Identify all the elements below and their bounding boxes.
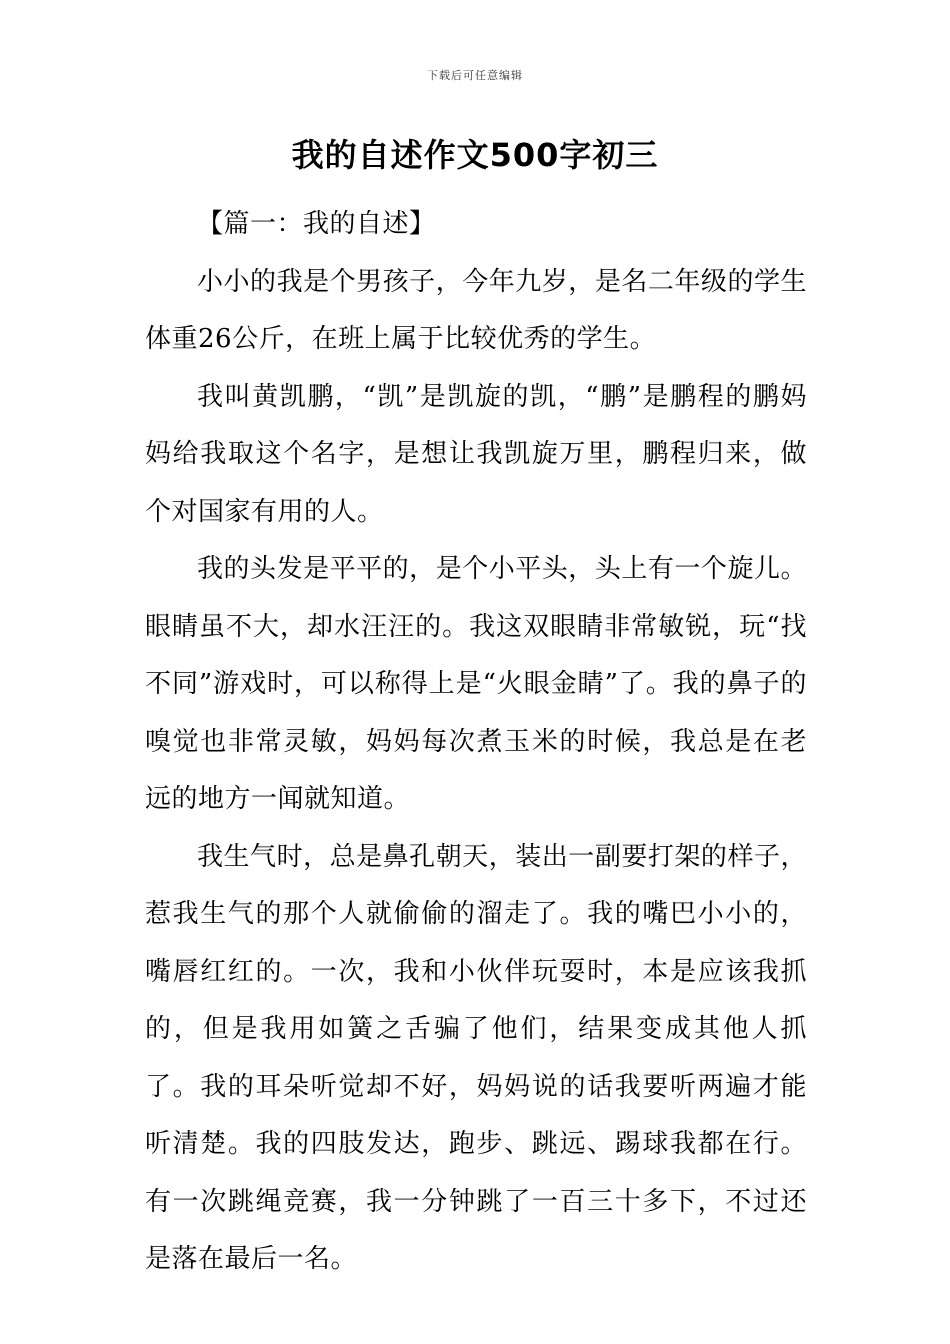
paragraph: 小小的我是个男孩子，今年九岁，是名二年级的学生体重26公斤，在班上属于比较优秀的学生。 (145, 266, 807, 354)
paragraph: 我的头发是平平的，是个小平头，头上有一个旋儿。眼睛虽不大，却水汪汪的。我这双眼睛非常敏锐，玩“找不同”游戏时，可以称得上是“火眼金睛”了。我的鼻子的嗅觉也非常灵敏，妈妈每次煮玉米的时候，我总是在老远的地方一闻就知道。 (145, 554, 807, 814)
document-title: 我的自述作文500字初三 (291, 136, 659, 174)
paragraph: 我叫黄凯鹏，“凯”是凯旋的凯，“鹏”是鹏程的鹏妈妈给我取这个名字，是想让我凯旋万里，鹏程归来，做个对国家有用的人。 (145, 381, 807, 527)
header-note: 下载后可任意编辑 (427, 69, 523, 82)
document-body (145, 196, 807, 1289)
section-heading: 【篇一：我的自述】 (197, 209, 436, 239)
paragraph: 我生气时，总是鼻孔朝天，装出一副要打架的样子，惹我生气的那个人就偷偷的溜走了。我的嘴巴小小的，嘴唇红红的。一次，我和小伙伴玩耍时，本是应该我抓的，但是我用如簧之舌骗了他们，结果变成其他人抓了。我的耳朵听觉却不好，妈妈说的话我要听两遍才能听清楚。我的四肢发达，跑步、跳远、踢球我都在行。有一次跳绳竞赛，我一分钟跳了一百三十多下，不过还是落在最后一名。 (145, 841, 807, 1274)
